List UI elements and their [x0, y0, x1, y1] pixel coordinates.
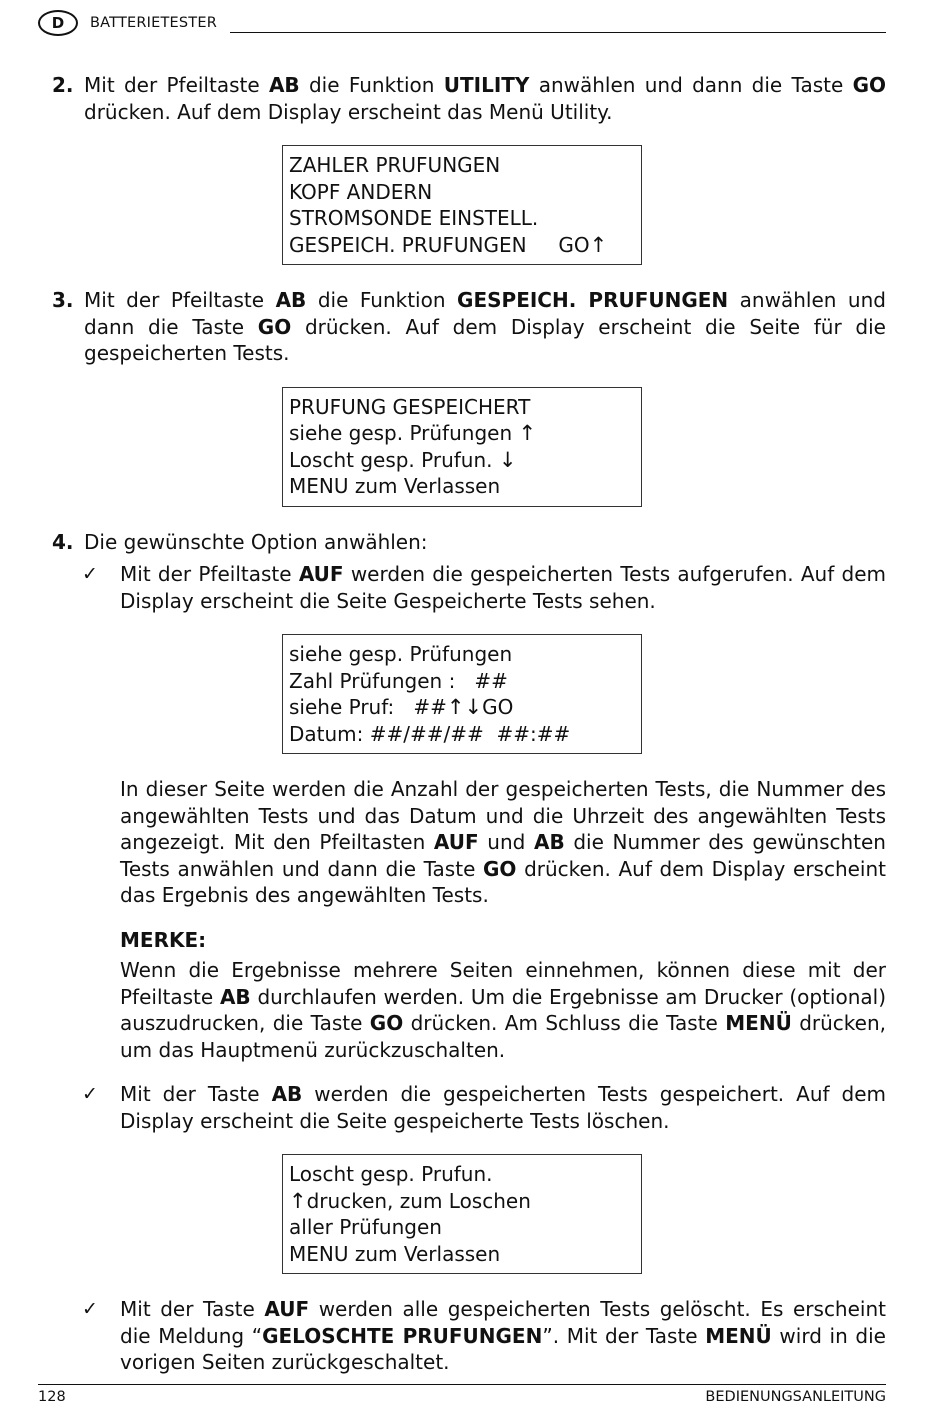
display-stored-tests: [282, 387, 642, 507]
text: die Funktion: [306, 288, 458, 312]
step-3: [52, 287, 886, 367]
display-line: aller Prüfungen: [289, 1215, 442, 1239]
language-badge: D: [38, 10, 78, 36]
checkmark-icon: ✓: [82, 1298, 98, 1320]
display-line: PRUFUNG GESPEICHERT: [289, 394, 531, 419]
display-line: Datum: ##/##/## ##:##: [289, 721, 571, 746]
note-text: [52, 957, 886, 1063]
arrow-down-icon: ↓: [498, 447, 517, 472]
arrow-down-icon: ↓: [464, 695, 483, 719]
arrow-up-icon: ↑: [446, 695, 465, 719]
text: Mit der Pfeiltaste: [84, 288, 276, 312]
key-label: GO: [257, 314, 292, 339]
key-label: MENÜ: [725, 1011, 792, 1035]
message-label: GELOSCHTE PRUFUNGEN: [262, 1323, 543, 1348]
text: ”. Mit der Taste: [542, 1323, 706, 1348]
display-line: siehe gesp. Prüfungen: [289, 421, 519, 445]
key-label: AB: [533, 830, 565, 854]
text: werden die gespeicherten Tests gespeichert. Auf dem Display erscheint die Seite gespeicherte Tests löschen.: [120, 1082, 886, 1133]
function-label: GESPEICH. PRUFUNGEN: [457, 288, 729, 312]
step-4: [52, 529, 886, 556]
display-utility-menu: [282, 145, 642, 265]
key-label: AB: [271, 1082, 303, 1106]
text: anwählen und dann die Taste: [529, 73, 853, 97]
paragraph-view-description: [52, 776, 886, 909]
bullet-ab-delete: [52, 1081, 886, 1134]
text: In dieser Seite werden die Anzahl der gespeicherten Tests, die Nummer des angewählten Tests und das Datum und die Uhrzeit des angewählten Tests angezeigt. Mit den Pfeiltasten: [120, 777, 886, 854]
key-label: MENÜ: [705, 1323, 772, 1348]
display-line: ZAHLER PRUFUNGEN: [289, 153, 501, 177]
note-title: [52, 927, 886, 954]
key-label: GO: [369, 1011, 404, 1035]
text: wird in die vorigen Seiten zurückgeschaltet.: [120, 1323, 886, 1374]
page-header: [38, 10, 886, 40]
display-line: drucken, zum Loschen: [306, 1188, 531, 1213]
main-content: [52, 72, 886, 1376]
text: Mit der Pfeiltaste: [84, 73, 269, 97]
display-line: Loscht gesp. Prufun.: [289, 447, 499, 472]
text: und: [478, 830, 534, 854]
text: anwählen und dann die Taste: [84, 288, 886, 339]
display-line: Loscht gesp. Prufun.: [289, 1162, 493, 1186]
text: werden alle gespeicherten Tests gelöscht. Es erscheint die Meldung “: [120, 1297, 886, 1348]
checkmark-icon: ✓: [82, 563, 98, 585]
text: drücken. Auf dem Display erscheint die Seite für die gespeicherten Tests.: [84, 314, 886, 365]
text: die Nummer des gewünschten Tests anwählen und dann die Taste: [120, 830, 886, 881]
display-line: GESPEICH. PRUFUNGEN GO: [289, 232, 590, 257]
text: die Funktion: [299, 73, 444, 97]
key-label: AB: [268, 73, 300, 97]
key-label: AUF: [298, 562, 344, 586]
display-line: GO: [482, 695, 514, 719]
text: drücken. Am Schluss die Taste: [403, 1011, 726, 1035]
text: Mit der Pfeiltaste: [120, 562, 299, 586]
step-number: 2.: [52, 73, 74, 97]
text: Die gewünschte Option anwählen:: [84, 529, 428, 554]
checkmark-icon: ✓: [82, 1083, 98, 1105]
arrow-up-icon: ↑: [518, 421, 537, 445]
header-rule: [230, 32, 886, 33]
header-title: BATTERIETESTER: [90, 15, 217, 31]
text: drücken. Auf dem Display erscheint das Menü Utility.: [84, 99, 613, 124]
step-2: [52, 72, 886, 125]
display-line: KOPF ANDERN: [289, 179, 433, 204]
page-number: 128: [38, 1389, 66, 1405]
footer-title: BEDIENUNGSANLEITUNG: [705, 1389, 886, 1405]
key-label: GO: [483, 856, 517, 881]
bullet-auf-delete: [52, 1296, 886, 1376]
note-heading: MERKE:: [120, 927, 207, 952]
key-label: AB: [275, 288, 307, 312]
display-line: siehe Pruf: ##: [289, 695, 447, 719]
key-label: AB: [219, 984, 251, 1009]
page-footer: [38, 1384, 886, 1405]
key-label: AUF: [433, 830, 479, 854]
key-label: AUF: [264, 1297, 310, 1321]
display-view-tests: [282, 634, 642, 754]
text: werden die gespeicherten Tests aufgerufen. Auf dem Display erscheint die Seite Gespeicherte Tests sehen.: [120, 562, 887, 613]
display-line: siehe gesp. Prüfungen: [289, 642, 513, 666]
text: Mit der Taste: [120, 1297, 265, 1321]
arrow-up-icon: ↑: [289, 1188, 307, 1213]
display-line: Zahl Prüfungen : ##: [289, 668, 508, 693]
text: drücken, um das Hauptmenü zurückzuschalten.: [120, 1011, 887, 1062]
text: drücken. Auf dem Display erscheint das Ergebnis des angewählten Tests.: [120, 856, 887, 907]
display-delete-tests: [282, 1154, 642, 1274]
text: durchlaufen werden. Um die Ergebnisse am Drucker (optional) auszudrucken, die Taste: [120, 984, 887, 1035]
text: Mit der Taste: [120, 1082, 272, 1106]
text: Wenn die Ergebnisse mehrere Seiten einnehmen, können diese mit der Pfeiltaste: [120, 958, 886, 1009]
display-line: MENU zum Verlassen: [289, 474, 501, 498]
step-number: 4.: [52, 529, 74, 554]
display-line: STROMSONDE EINSTELL.: [289, 206, 539, 230]
arrow-up-icon: ↑: [589, 232, 608, 257]
function-label: UTILITY: [443, 73, 530, 97]
display-line: MENU zum Verlassen: [289, 1241, 501, 1266]
bullet-auf-view: [52, 561, 886, 614]
key-label: GO: [852, 73, 886, 97]
step-number: 3.: [52, 288, 74, 312]
